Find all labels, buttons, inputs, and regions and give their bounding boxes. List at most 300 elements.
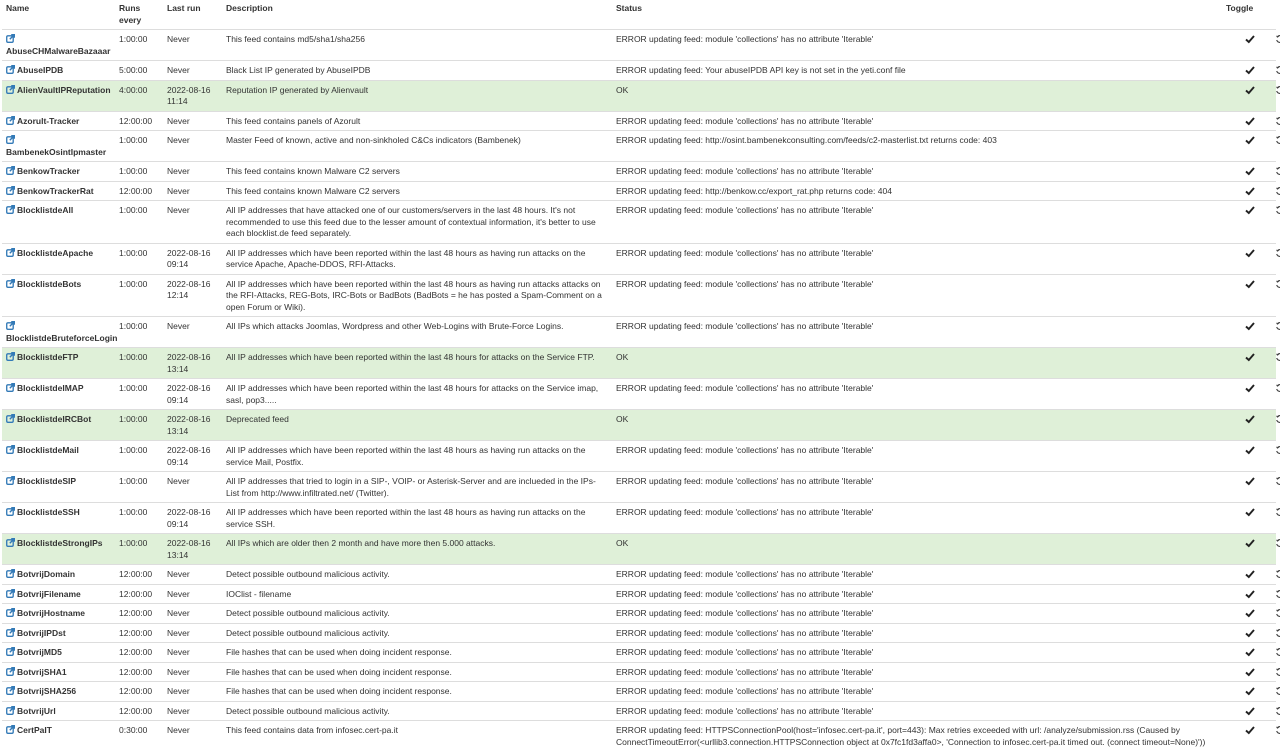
status-cell: ERROR updating feed: module 'collections' has no attribute 'Iterable': [612, 701, 1222, 721]
check-icon[interactable]: [1245, 116, 1255, 126]
feed-name-cell: [2, 721, 115, 751]
check-icon[interactable]: [1245, 65, 1255, 75]
check-icon[interactable]: [1245, 166, 1255, 176]
feed-name-cell: [2, 80, 115, 111]
description-cell: File hashes that can be used when doing incident response.: [222, 682, 612, 702]
feed-name-cell: [2, 604, 115, 624]
feed-name-cell: [2, 348, 115, 379]
toggle-cell: [1222, 80, 1276, 111]
refresh-icon[interactable]: [1275, 85, 1280, 95]
external-link-icon[interactable]: [6, 569, 15, 578]
table-row: [2, 274, 1276, 317]
external-link-icon[interactable]: [6, 445, 15, 454]
refresh-icon[interactable]: [1275, 667, 1280, 677]
column-header-description: Description: [222, 0, 612, 30]
refresh-icon[interactable]: [1275, 186, 1280, 196]
description-cell: All IP addresses which have been reported within the last 48 hours for attacks on the Service imap, sasl, pop3.....: [222, 379, 612, 410]
last-run-cell: Never: [163, 111, 222, 131]
feed-name-cell: [2, 243, 115, 274]
feed-name-cell: [2, 317, 115, 348]
last-run-cell: Never: [163, 61, 222, 81]
refresh-icon[interactable]: [1275, 135, 1280, 145]
table-row: [2, 131, 1276, 162]
last-run-cell: Never: [163, 701, 222, 721]
refresh-icon[interactable]: [1275, 279, 1280, 289]
refresh-icon[interactable]: [1275, 116, 1280, 126]
table-row: [2, 61, 1276, 81]
status-cell: ERROR updating feed: module 'collections' has no attribute 'Iterable': [612, 643, 1222, 663]
external-link-icon[interactable]: [6, 321, 15, 330]
status-cell: OK: [612, 348, 1222, 379]
feed-name-cell: [2, 682, 115, 702]
refresh-icon[interactable]: [1275, 248, 1280, 258]
runs-every-cell: 1:00:00: [115, 472, 163, 503]
feed-name-link[interactable]: BlocklistdeMail: [17, 445, 79, 455]
description-cell: Master Feed of known, active and non-sinkholed C&Cs indicators (Bambenek): [222, 131, 612, 162]
toggle-cell: [1222, 662, 1276, 682]
refresh-icon[interactable]: [1275, 569, 1280, 579]
check-icon[interactable]: [1245, 85, 1255, 95]
table-row: [2, 410, 1276, 441]
last-run-cell: 2022-08-16 09:14: [163, 243, 222, 274]
table-row: [2, 503, 1276, 534]
feed-name-link[interactable]: BotvrijHostname: [17, 608, 85, 618]
table-row: [2, 181, 1276, 201]
runs-every-cell: 12:00:00: [115, 662, 163, 682]
runs-every-cell: 4:00:00: [115, 80, 163, 111]
external-link-icon[interactable]: [6, 352, 15, 361]
runs-every-cell: 1:00:00: [115, 379, 163, 410]
last-run-cell: Never: [163, 643, 222, 663]
feed-name-link[interactable]: BotvrijDomain: [17, 569, 75, 579]
refresh-icon[interactable]: [1275, 589, 1280, 599]
feed-name-cell: [2, 441, 115, 472]
runs-every-cell: 12:00:00: [115, 701, 163, 721]
refresh-icon[interactable]: [1275, 352, 1280, 362]
description-cell: Detect possible outbound malicious activity.: [222, 604, 612, 624]
external-link-icon[interactable]: [6, 279, 15, 288]
feed-name-cell: [2, 30, 115, 61]
check-icon[interactable]: [1245, 686, 1255, 696]
check-icon[interactable]: [1245, 628, 1255, 638]
toggle-cell: [1222, 441, 1276, 472]
table-row: [2, 721, 1276, 751]
toggle-cell: [1222, 30, 1276, 61]
feed-name-cell: [2, 61, 115, 81]
description-cell: IOClist - filename: [222, 584, 612, 604]
toggle-cell: [1222, 181, 1276, 201]
feed-name-cell: [2, 201, 115, 244]
feed-name-link[interactable]: BlocklistdeBots: [17, 279, 81, 289]
runs-every-cell: 1:00:00: [115, 243, 163, 274]
table-row: [2, 317, 1276, 348]
refresh-icon[interactable]: [1275, 725, 1280, 735]
table-row: [2, 348, 1276, 379]
status-cell: ERROR updating feed: HTTPSConnectionPool(host='infosec.cert-pa.it', port=443): Max retries exceeded with url: /analyze/submission.rss (Caused by ConnectTimeoutError(<urllib3.connection.HTTPSConnection object at 0x7fc1fd3affa0>, 'Connection to infosec.cert-pa.it timed out. (connect timeout=None)')): [612, 721, 1222, 751]
toggle-cell: [1222, 201, 1276, 244]
feed-name-link[interactable]: BlocklistdeAll: [17, 205, 73, 215]
refresh-icon[interactable]: [1275, 647, 1280, 657]
refresh-icon[interactable]: [1275, 383, 1280, 393]
status-cell: ERROR updating feed: module 'collections' has no attribute 'Iterable': [612, 584, 1222, 604]
external-link-icon[interactable]: [6, 647, 15, 656]
refresh-icon[interactable]: [1275, 686, 1280, 696]
check-icon[interactable]: [1245, 608, 1255, 618]
feed-name-link[interactable]: AbuseIPDB: [17, 65, 63, 75]
description-cell: All IP addresses which have been reported within the last 48 hours as having run attacks on the service Mail, Postfix.: [222, 441, 612, 472]
toggle-cell: [1222, 503, 1276, 534]
table-header-row: [2, 0, 1276, 30]
table-row: [2, 472, 1276, 503]
feed-name-cell: [2, 565, 115, 585]
feed-name-cell: [2, 623, 115, 643]
feed-name-link[interactable]: BotvrijSHA1: [17, 667, 67, 677]
table-row: [2, 30, 1276, 61]
table-row: [2, 201, 1276, 244]
toggle-cell: [1222, 274, 1276, 317]
check-icon[interactable]: [1245, 476, 1255, 486]
check-icon[interactable]: [1245, 186, 1255, 196]
check-icon[interactable]: [1245, 248, 1255, 258]
status-cell: OK: [612, 80, 1222, 111]
feed-name-link[interactable]: AbuseCHMalwareBazaaar: [6, 46, 110, 56]
external-link-icon[interactable]: [6, 85, 15, 94]
description-cell: All IP addresses that tried to login in a SIP-, VOIP- or Asterisk-Server and are inclueded in the IPs-List from http://www.infiltrated.net/ (Twitter).: [222, 472, 612, 503]
runs-every-cell: 12:00:00: [115, 565, 163, 585]
description-cell: This feed contains known Malware C2 servers: [222, 162, 612, 182]
description-cell: This feed contains data from infosec.cert-pa.it: [222, 721, 612, 751]
check-icon[interactable]: [1245, 414, 1255, 424]
toggle-cell: [1222, 721, 1276, 751]
table-row: [2, 111, 1276, 131]
feeds-table: [2, 0, 1276, 751]
runs-every-cell: 12:00:00: [115, 604, 163, 624]
external-link-icon[interactable]: [6, 507, 15, 516]
toggle-cell: [1222, 565, 1276, 585]
column-header-toggle: Toggle: [1222, 0, 1276, 30]
external-link-icon[interactable]: [6, 476, 15, 485]
runs-every-cell: 1:00:00: [115, 201, 163, 244]
toggle-cell: [1222, 317, 1276, 348]
feed-name-link[interactable]: BotvrijFilename: [17, 589, 81, 599]
feed-name-link[interactable]: CertPaIT: [17, 725, 52, 735]
feed-name-link[interactable]: BlocklistdeIMAP: [17, 383, 84, 393]
feed-name-link[interactable]: BotvrijSHA256: [17, 686, 76, 696]
external-link-icon[interactable]: [6, 628, 15, 637]
feed-name-cell: [2, 410, 115, 441]
last-run-cell: Never: [163, 662, 222, 682]
toggle-cell: [1222, 131, 1276, 162]
last-run-cell: Never: [163, 201, 222, 244]
runs-every-cell: 12:00:00: [115, 111, 163, 131]
external-link-icon[interactable]: [6, 725, 15, 734]
feed-name-cell: [2, 162, 115, 182]
toggle-cell: [1222, 534, 1276, 565]
description-cell: Deprecated feed: [222, 410, 612, 441]
refresh-icon[interactable]: [1275, 476, 1280, 486]
status-cell: ERROR updating feed: module 'collections' has no attribute 'Iterable': [612, 111, 1222, 131]
check-icon[interactable]: [1245, 321, 1255, 331]
toggle-cell: [1222, 61, 1276, 81]
check-icon[interactable]: [1245, 135, 1255, 145]
feed-name-cell: [2, 131, 115, 162]
runs-every-cell: 1:00:00: [115, 534, 163, 565]
last-run-cell: Never: [163, 30, 222, 61]
status-cell: ERROR updating feed: module 'collections' has no attribute 'Iterable': [612, 682, 1222, 702]
feed-name-link[interactable]: BenkowTracker: [17, 166, 80, 176]
feed-name-cell: [2, 701, 115, 721]
last-run-cell: 2022-08-16 09:14: [163, 441, 222, 472]
feed-name-cell: [2, 534, 115, 565]
table-row: [2, 584, 1276, 604]
status-cell: ERROR updating feed: module 'collections' has no attribute 'Iterable': [612, 503, 1222, 534]
status-cell: ERROR updating feed: http://osint.bambenekconsulting.com/feeds/c2-masterlist.txt returns code: 403: [612, 131, 1222, 162]
table-row: [2, 682, 1276, 702]
table-row: [2, 662, 1276, 682]
external-link-icon[interactable]: [6, 65, 15, 74]
external-link-icon[interactable]: [6, 116, 15, 125]
status-cell: ERROR updating feed: module 'collections' has no attribute 'Iterable': [612, 317, 1222, 348]
table-row: [2, 701, 1276, 721]
check-icon[interactable]: [1245, 279, 1255, 289]
description-cell: Detect possible outbound malicious activity.: [222, 565, 612, 585]
feed-name-cell: [2, 274, 115, 317]
last-run-cell: Never: [163, 584, 222, 604]
description-cell: All IP addresses which have been reported within the last 48 hours as having run attacks attacks on the RFI-Attacks, REG-Bots, IRC-Bots or BadBots (BadBots = he has posted a Spam-Comment on a open Forum or Wiki).: [222, 274, 612, 317]
feed-name-link[interactable]: BlocklistdeStrongIPs: [17, 538, 103, 548]
check-icon[interactable]: [1245, 352, 1255, 362]
refresh-icon[interactable]: [1275, 628, 1280, 638]
runs-every-cell: 12:00:00: [115, 623, 163, 643]
external-link-icon[interactable]: [6, 248, 15, 257]
runs-every-cell: 5:00:00: [115, 61, 163, 81]
runs-every-cell: 1:00:00: [115, 30, 163, 61]
description-cell: Detect possible outbound malicious activity.: [222, 623, 612, 643]
runs-every-cell: 1:00:00: [115, 410, 163, 441]
runs-every-cell: 12:00:00: [115, 682, 163, 702]
refresh-icon[interactable]: [1275, 65, 1280, 75]
feed-name-link[interactable]: Azorult-Tracker: [17, 116, 79, 126]
refresh-icon[interactable]: [1275, 507, 1280, 517]
feed-name-cell: [2, 181, 115, 201]
toggle-cell: [1222, 348, 1276, 379]
runs-every-cell: 1:00:00: [115, 348, 163, 379]
status-cell: ERROR updating feed: module 'collections' has no attribute 'Iterable': [612, 201, 1222, 244]
description-cell: File hashes that can be used when doing incident response.: [222, 643, 612, 663]
toggle-cell: [1222, 584, 1276, 604]
last-run-cell: 2022-08-16 12:14: [163, 274, 222, 317]
feed-name-cell: [2, 584, 115, 604]
refresh-icon[interactable]: [1275, 706, 1280, 716]
last-run-cell: Never: [163, 162, 222, 182]
check-icon[interactable]: [1245, 569, 1255, 579]
description-cell: This feed contains md5/sha1/sha256: [222, 30, 612, 61]
runs-every-cell: 12:00:00: [115, 643, 163, 663]
runs-every-cell: 1:00:00: [115, 441, 163, 472]
table-row: [2, 623, 1276, 643]
table-row: [2, 643, 1276, 663]
check-icon[interactable]: [1245, 445, 1255, 455]
table-row: [2, 604, 1276, 624]
external-link-icon[interactable]: [6, 538, 15, 547]
refresh-icon[interactable]: [1275, 205, 1280, 215]
feed-name-link[interactable]: BotvrijIPDst: [17, 628, 66, 638]
refresh-icon[interactable]: [1275, 34, 1280, 44]
last-run-cell: Never: [163, 565, 222, 585]
feeds-table-body: [2, 30, 1276, 751]
last-run-cell: 2022-08-16 09:14: [163, 503, 222, 534]
toggle-cell: [1222, 379, 1276, 410]
feed-name-cell: [2, 643, 115, 663]
table-row: [2, 243, 1276, 274]
feed-name-link[interactable]: BlocklistdeBruteforceLogin: [6, 333, 117, 343]
check-icon[interactable]: [1245, 725, 1255, 735]
toggle-cell: [1222, 643, 1276, 663]
check-icon[interactable]: [1245, 34, 1255, 44]
external-link-icon[interactable]: [6, 166, 15, 175]
table-row: [2, 441, 1276, 472]
last-run-cell: 2022-08-16 11:14: [163, 80, 222, 111]
check-icon[interactable]: [1245, 538, 1255, 548]
feed-name-cell: [2, 472, 115, 503]
column-header-runs-every: Runs every: [115, 0, 163, 30]
status-cell: ERROR updating feed: module 'collections' has no attribute 'Iterable': [612, 243, 1222, 274]
status-cell: ERROR updating feed: module 'collections' has no attribute 'Iterable': [612, 274, 1222, 317]
toggle-cell: [1222, 111, 1276, 131]
table-row: [2, 80, 1276, 111]
feed-name-link[interactable]: BlocklistdeFTP: [17, 352, 78, 362]
status-cell: ERROR updating feed: Your abuseIPDB API key is not set in the yeti.conf file: [612, 61, 1222, 81]
feed-name-cell: [2, 111, 115, 131]
check-icon[interactable]: [1245, 205, 1255, 215]
external-link-icon[interactable]: [6, 135, 15, 144]
runs-every-cell: 1:00:00: [115, 274, 163, 317]
description-cell: All IP addresses which have been reported within the last 48 hours as having run attacks on the service Apache, Apache-DDOS, RFI-Attacks.: [222, 243, 612, 274]
runs-every-cell: 12:00:00: [115, 584, 163, 604]
table-row: [2, 534, 1276, 565]
toggle-cell: [1222, 472, 1276, 503]
last-run-cell: Never: [163, 682, 222, 702]
refresh-icon[interactable]: [1275, 538, 1280, 548]
runs-every-cell: 1:00:00: [115, 317, 163, 348]
last-run-cell: 2022-08-16 09:14: [163, 379, 222, 410]
runs-every-cell: 12:00:00: [115, 181, 163, 201]
external-link-icon[interactable]: [6, 34, 15, 43]
runs-every-cell: 1:00:00: [115, 131, 163, 162]
status-cell: ERROR updating feed: module 'collections' has no attribute 'Iterable': [612, 162, 1222, 182]
status-cell: ERROR updating feed: module 'collections' has no attribute 'Iterable': [612, 623, 1222, 643]
feed-name-link[interactable]: BenkowTrackerRat: [17, 186, 94, 196]
external-link-icon[interactable]: [6, 414, 15, 423]
last-run-cell: 2022-08-16 13:14: [163, 410, 222, 441]
last-run-cell: Never: [163, 721, 222, 751]
description-cell: Detect possible outbound malicious activity.: [222, 701, 612, 721]
status-cell: ERROR updating feed: module 'collections' has no attribute 'Iterable': [612, 30, 1222, 61]
external-link-icon[interactable]: [6, 667, 15, 676]
toggle-cell: [1222, 243, 1276, 274]
last-run-cell: Never: [163, 181, 222, 201]
external-link-icon[interactable]: [6, 205, 15, 214]
refresh-icon[interactable]: [1275, 608, 1280, 618]
description-cell: Reputation IP generated by Alienvault: [222, 80, 612, 111]
table-row: [2, 162, 1276, 182]
status-cell: ERROR updating feed: module 'collections' has no attribute 'Iterable': [612, 441, 1222, 472]
check-icon[interactable]: [1245, 647, 1255, 657]
feed-name-link[interactable]: BlocklistdeSIP: [17, 476, 76, 486]
toggle-cell: [1222, 604, 1276, 624]
feed-name-link[interactable]: BotvrijMD5: [17, 647, 62, 657]
external-link-icon[interactable]: [6, 706, 15, 715]
feed-name-link[interactable]: BambenekOsintIpmaster: [6, 147, 106, 157]
feed-name-link[interactable]: BlocklistdeIRCBot: [17, 414, 91, 424]
table-row: [2, 565, 1276, 585]
refresh-icon[interactable]: [1275, 414, 1280, 424]
description-cell: All IPs which attacks Joomlas, Wordpress and other Web-Logins with Brute-Force Logins.: [222, 317, 612, 348]
feed-name-cell: [2, 662, 115, 682]
description-cell: File hashes that can be used when doing incident response.: [222, 662, 612, 682]
status-cell: ERROR updating feed: module 'collections' has no attribute 'Iterable': [612, 472, 1222, 503]
feed-name-cell: [2, 503, 115, 534]
toggle-cell: [1222, 410, 1276, 441]
feed-name-cell: [2, 379, 115, 410]
description-cell: All IP addresses which have been reported within the last 48 hours as having run attacks on the service SSH.: [222, 503, 612, 534]
refresh-icon[interactable]: [1275, 166, 1280, 176]
description-cell: This feed contains panels of Azorult: [222, 111, 612, 131]
external-link-icon[interactable]: [6, 608, 15, 617]
toggle-cell: [1222, 623, 1276, 643]
external-link-icon[interactable]: [6, 589, 15, 598]
external-link-icon[interactable]: [6, 383, 15, 392]
check-icon[interactable]: [1245, 667, 1255, 677]
check-icon[interactable]: [1245, 706, 1255, 716]
last-run-cell: Never: [163, 131, 222, 162]
last-run-cell: 2022-08-16 13:14: [163, 534, 222, 565]
toggle-cell: [1222, 682, 1276, 702]
status-cell: ERROR updating feed: module 'collections' has no attribute 'Iterable': [612, 379, 1222, 410]
external-link-icon[interactable]: [6, 686, 15, 695]
last-run-cell: Never: [163, 472, 222, 503]
status-cell: ERROR updating feed: http://benkow.cc/export_rat.php returns code: 404: [612, 181, 1222, 201]
description-cell: All IP addresses which have been reported within the last 48 hours for attacks on the Service FTP.: [222, 348, 612, 379]
status-cell: ERROR updating feed: module 'collections' has no attribute 'Iterable': [612, 662, 1222, 682]
description-cell: All IP addresses that have attacked one of our customers/servers in the last 48 hours. It's not recommended to use this feed due to the lesser amount of contextual information, it's better to use each blocklist.de feed separately.: [222, 201, 612, 244]
table-row: [2, 379, 1276, 410]
feed-name-link[interactable]: BotvrijUrl: [17, 706, 56, 716]
check-icon[interactable]: [1245, 589, 1255, 599]
status-cell: OK: [612, 410, 1222, 441]
column-header-last-run: Last run: [163, 0, 222, 30]
refresh-icon[interactable]: [1275, 321, 1280, 331]
refresh-icon[interactable]: [1275, 445, 1280, 455]
feed-name-link[interactable]: BlocklistdeSSH: [17, 507, 80, 517]
toggle-cell: [1222, 162, 1276, 182]
last-run-cell: Never: [163, 317, 222, 348]
status-cell: ERROR updating feed: module 'collections' has no attribute 'Iterable': [612, 604, 1222, 624]
description-cell: Black List IP generated by AbuseIPDB: [222, 61, 612, 81]
feed-name-link[interactable]: BlocklistdeApache: [17, 248, 93, 258]
status-cell: OK: [612, 534, 1222, 565]
description-cell: This feed contains known Malware C2 servers: [222, 181, 612, 201]
check-icon[interactable]: [1245, 507, 1255, 517]
description-cell: All IPs which are older then 2 month and have more then 5.000 attacks.: [222, 534, 612, 565]
runs-every-cell: 1:00:00: [115, 503, 163, 534]
column-header-name: Name: [2, 0, 115, 30]
toggle-cell: [1222, 701, 1276, 721]
feed-name-link[interactable]: AlienVaultIPReputation: [17, 85, 111, 95]
status-cell: ERROR updating feed: module 'collections' has no attribute 'Iterable': [612, 565, 1222, 585]
check-icon[interactable]: [1245, 383, 1255, 393]
external-link-icon[interactable]: [6, 186, 15, 195]
